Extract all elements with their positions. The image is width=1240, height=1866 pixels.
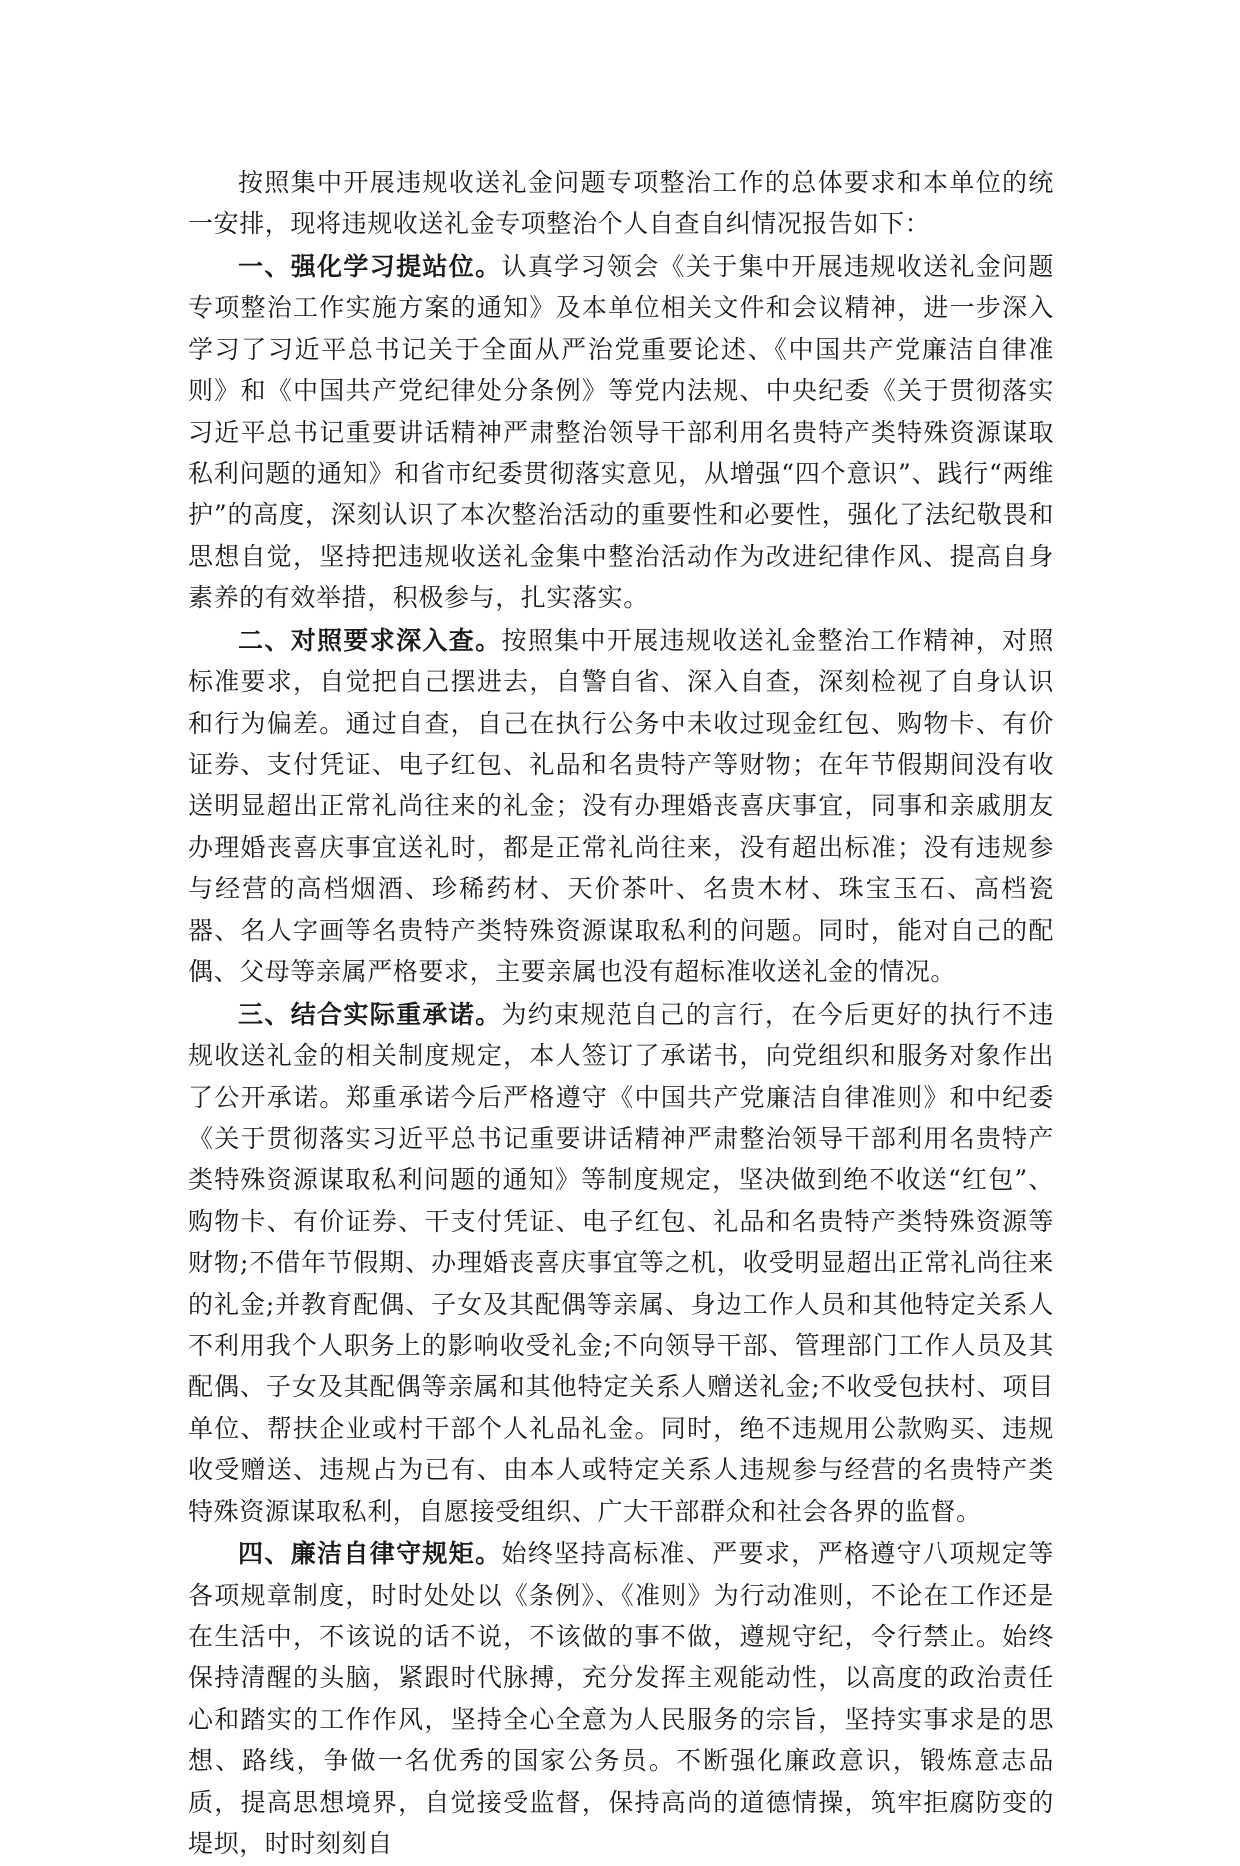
section-4-body: 始终坚持高标准、严要求，严格遵守八项规定等各项规章制度，时时处处以《条例》、《准则》为行动准则，不论在工作还是在生活中，不该说的话不说，不该做的事不做，遵规守纪，令行禁止。始终保持清醒的头脑，紧跟时代脉搏，充分发挥主观能动性，以高度的政治责任心和踏实的工作作风，坚持全心全意为人民服务的宗旨，坚持实事求是的思想、路线，争做一名优秀的国家公务员。不断强化廉政意识，锻炼意志品质，提高思想境界，自觉接受监督，保持高尚的道德情操，筑牢拒腐防变的堤坝，时时刻刻自 xyxy=(188,1539,1054,1858)
section-2-heading: 二、对照要求深入查。 xyxy=(238,625,502,655)
section-1-body: 认真学习领会《关于集中开展违规收送礼金问题专项整治工作实施方案的通知》及本单位相关文件和会议精神，进一步深入学习了习近平总书记关于全面从严治党重要论述、《中国共产党廉洁自律准则》和《中国共产党纪律处分条例》等党内法规、中央纪委《关于贯彻落实习近平总书记重要讲话精神严肃整治领导干部利用名贵特产类特殊资源谋取私利问题的通知》和省市纪委贯彻落实意见，从增强“四个意识”、践行“两维护”的高度，深刻认识了本次整治活动的重要性和必要性，强化了法纪敬畏和思想自觉，坚持把违规收送礼金集中整治活动作为改进纪律作风、提高自身素养的有效举措，积极参与，扎实落实。 xyxy=(188,252,1054,613)
section-3-body: 为约束规范自己的言行，在今后更好的执行不违规收送礼金的相关制度规定，本人签订了承诺书，向党组织和服务对象作出了公开承诺。郑重承诺今后严格遵守《中国共产党廉洁自律准则》和中纪委《关于贯彻落实习近平总书记重要讲话精神严肃整治领导干部利用名贵特产类特殊资源谋取私利问题的通知》等制度规定，坚决做到绝不收送“红包”、购物卡、有价证券、干支付凭证、电子红包、礼品和名贵特产类特殊资源等财物;不借年节假期、办理婚丧喜庆事宜等之机，收受明显超出正常礼尚往来的礼金;并教育配偶、子女及其配偶等亲属、身边工作人员和其他特定关系人不利用我个人职务上的影响收受礼金;不向领导干部、管理部门工作人员及其配偶、子女及其配偶等亲属和其他特定关系人赠送礼金;不收受包扶村、项目单位、帮扶企业或村干部个人礼品礼金。同时，绝不违规用公款购买、违规收受赠送、违规占为已有、由本人或特定关系人违规参与经营的名贵特产类特殊资源谋取私利，自愿接受组织、广大干部群众和社会各界的监督。 xyxy=(188,999,1054,1526)
intro-paragraph xyxy=(188,162,1054,245)
section-3-paragraph xyxy=(188,994,1054,1532)
section-4-paragraph xyxy=(188,1533,1054,1864)
section-3-heading: 三、结合实际重承诺。 xyxy=(238,999,502,1029)
section-1-heading: 一、强化学习提站位。 xyxy=(238,252,502,281)
section-4-heading: 四、廉洁自律守规矩。 xyxy=(238,1539,502,1569)
document-body xyxy=(188,162,1054,1866)
section-2-paragraph xyxy=(188,620,1054,993)
intro-text: 按照集中开展违规收送礼金问题专项整治工作的总体要求和本单位的统一安排，现将违规收送礼金专项整治个人自查自纠情况报告如下： xyxy=(188,168,1054,239)
section-1-paragraph xyxy=(188,246,1054,619)
section-2-body: 按照集中开展违规收送礼金整治工作精神，对照标准要求，自觉把自己摆进去，自警自省、深入自查，深刻检视了自身认识和行为偏差。通过自查，自己在执行公务中未收过现金红包、购物卡、有价证券、支付凭证、电子红包、礼品和名贵特产等财物；在年节假期间没有收送明显超出正常礼尚往来的礼金；没有办理婚丧喜庆事宜，同事和亲戚朋友办理婚丧喜庆事宜送礼时，都是正常礼尚往来，没有超出标准；没有违规参与经营的高档烟酒、珍稀药材、天价茶叶、名贵木材、珠宝玉石、高档瓷器、名人字画等名贵特产类特殊资源谋取私利的问题。同时，能对自己的配偶、父母等亲属严格要求，主要亲属也没有超标准收送礼金的情况。 xyxy=(188,625,1054,987)
